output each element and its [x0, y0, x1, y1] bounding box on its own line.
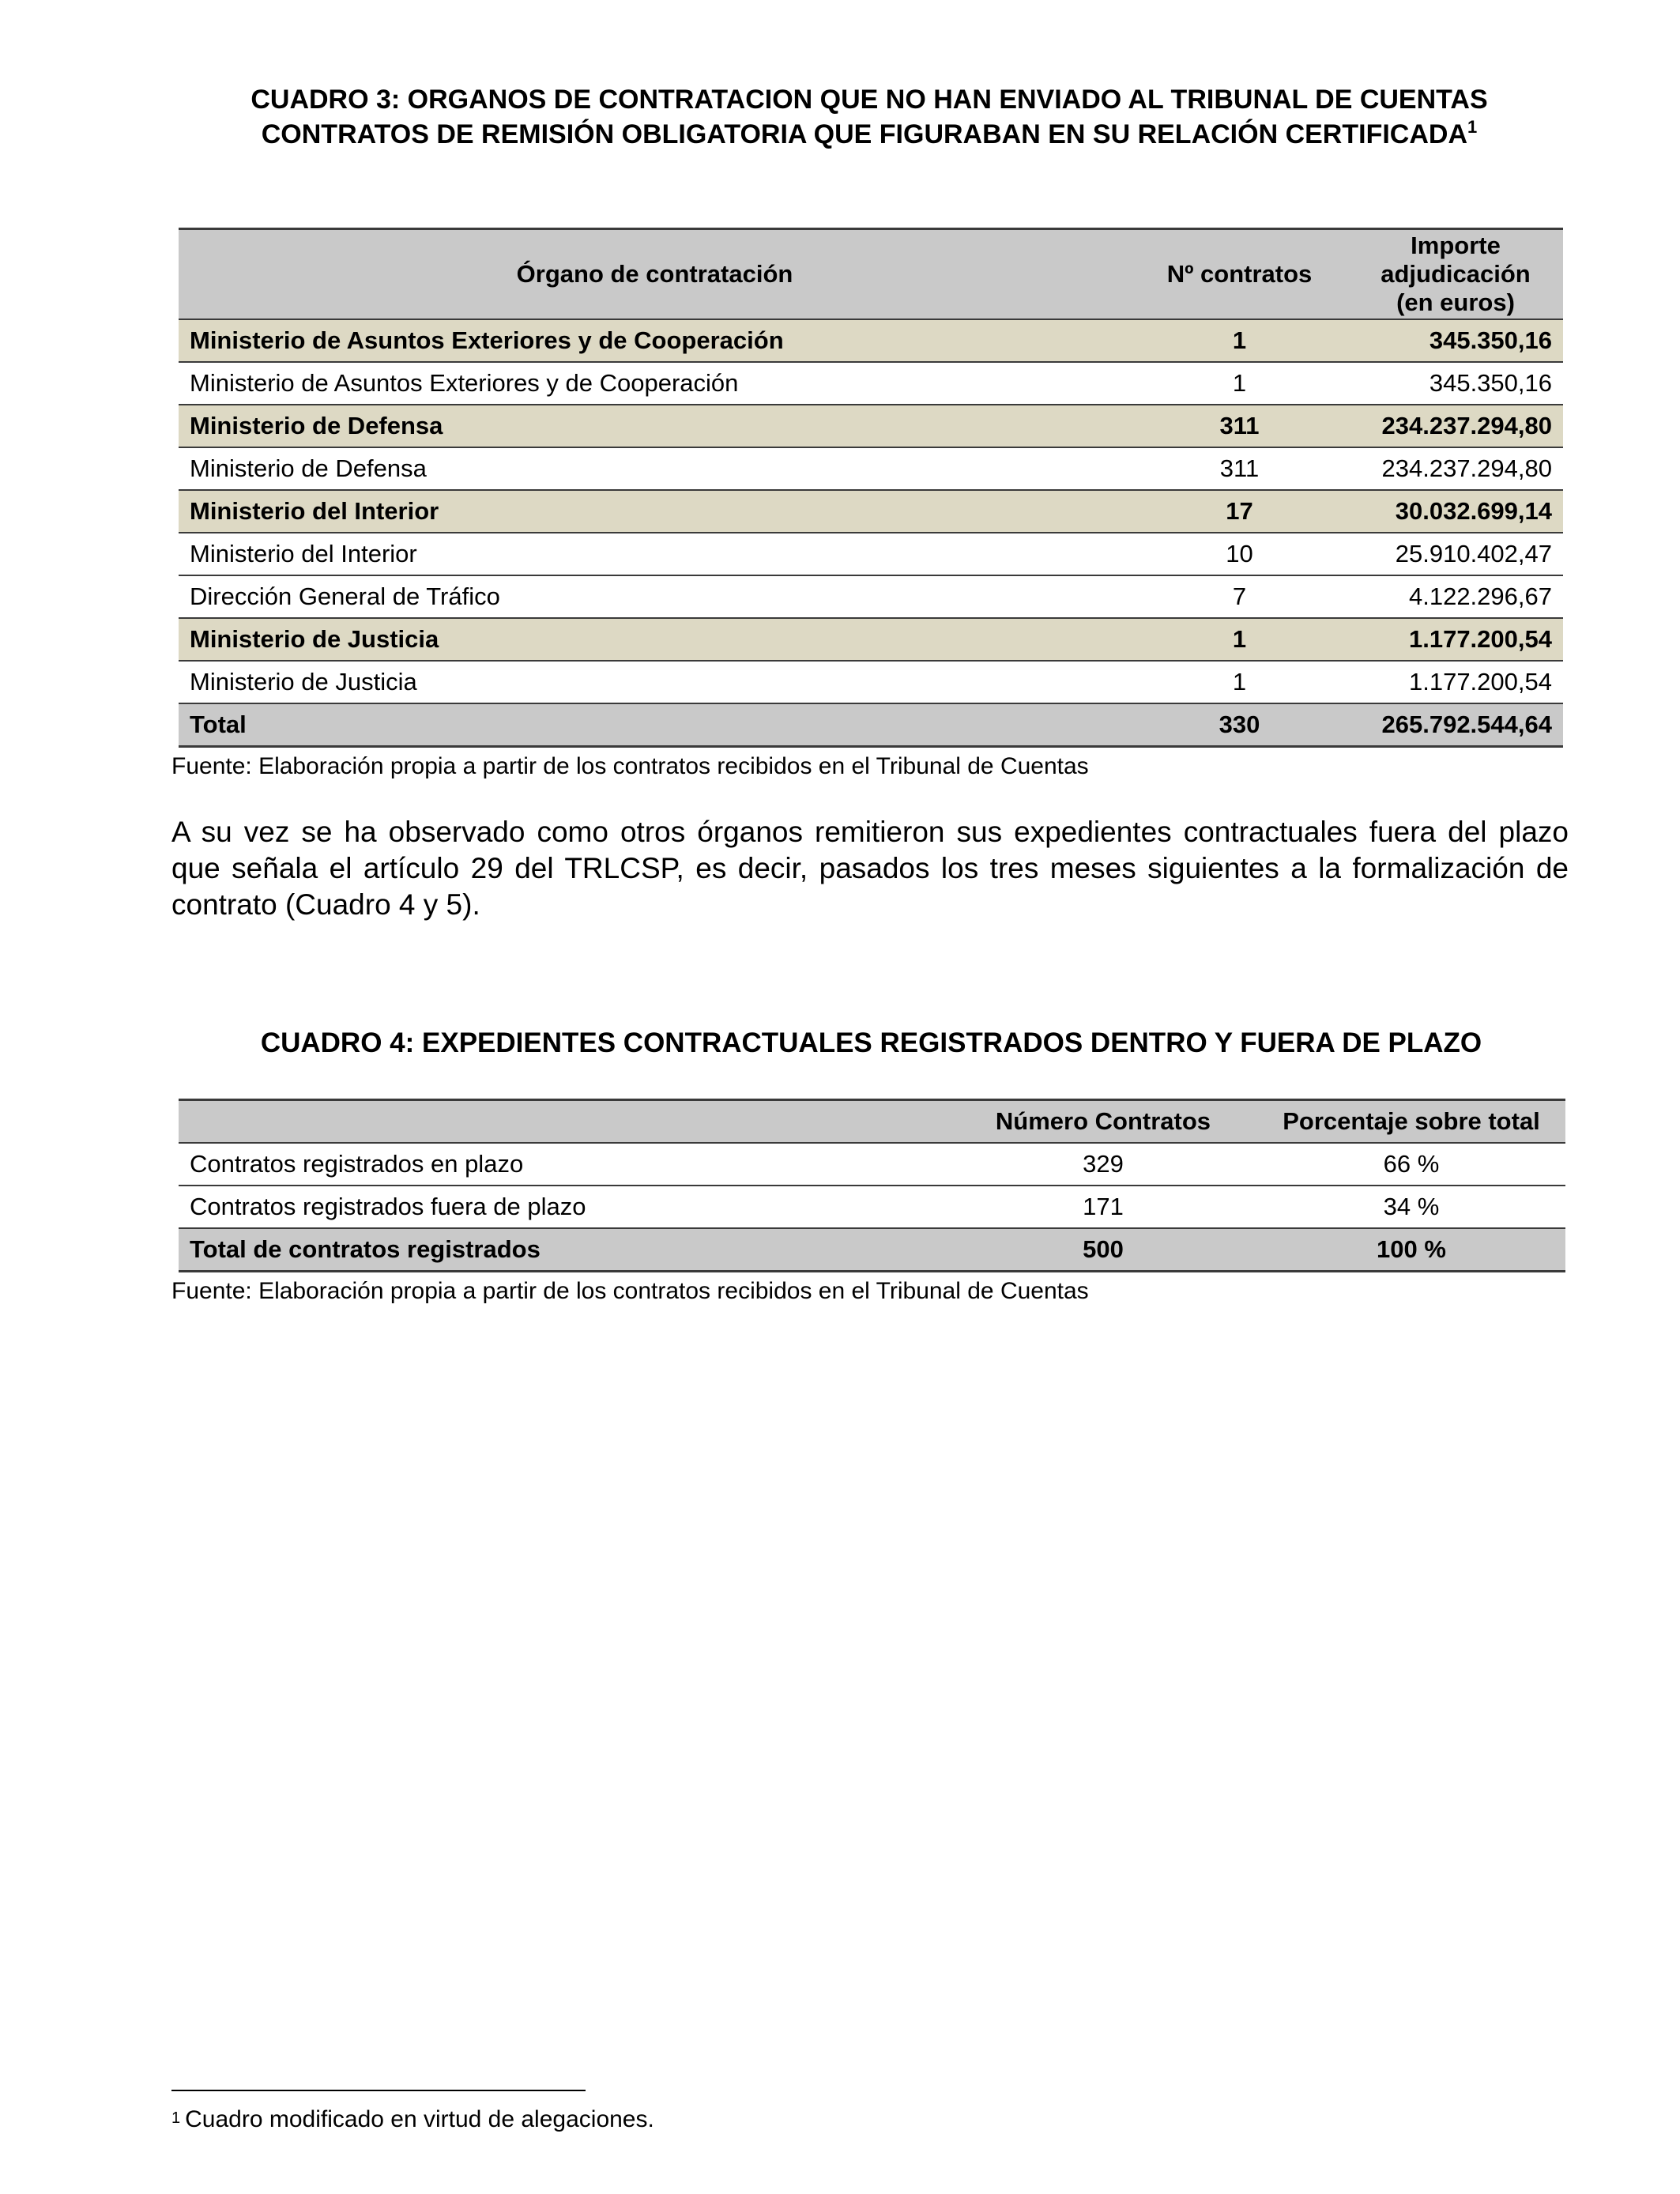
cell-organo: Ministerio de Defensa	[179, 405, 1131, 447]
cell-importe: 1.177.200,54	[1348, 661, 1563, 703]
table-row	[179, 533, 1563, 575]
cell-importe: 234.237.294,80	[1348, 447, 1563, 490]
footnote-separator	[171, 2090, 586, 2091]
cell-num: 330	[1131, 703, 1348, 747]
footnote	[171, 2105, 654, 2134]
footnote-mark: 1	[171, 2109, 181, 2127]
cuadro4-header-row	[179, 1100, 1565, 1144]
header-organo: Órgano de contratación	[179, 229, 1131, 320]
table-row	[179, 447, 1563, 490]
cell-organo: Ministerio del Interior	[179, 533, 1131, 575]
table-row	[179, 1186, 1565, 1228]
table-row	[179, 618, 1563, 661]
cuadro3-title-footnote-mark: 1	[1467, 117, 1478, 137]
cell-num: 500	[949, 1228, 1257, 1272]
table-row	[179, 362, 1563, 405]
cell-label: Total de contratos registrados	[179, 1228, 949, 1272]
cell-importe: 265.792.544,64	[1348, 703, 1563, 747]
cuadro3-source: Fuente: Elaboración propia a partir de los contratos recibidos en el Tribunal de Cuentas	[171, 753, 1089, 779]
cell-organo: Ministerio de Asuntos Exteriores y de Cooperación	[179, 362, 1131, 405]
cell-num: 171	[949, 1186, 1257, 1228]
cell-importe: 234.237.294,80	[1348, 405, 1563, 447]
table-row	[179, 1143, 1565, 1186]
cell-organo: Ministerio del Interior	[179, 490, 1131, 533]
cell-importe: 345.350,16	[1348, 362, 1563, 405]
cell-importe: 4.122.296,67	[1348, 575, 1563, 618]
cell-organo: Ministerio de Asuntos Exteriores y de Cooperación	[179, 319, 1131, 362]
cell-organo: Total	[179, 703, 1131, 747]
cuadro3-header-row	[179, 229, 1563, 320]
cell-num: 311	[1131, 405, 1348, 447]
cuadro4-title: CUADRO 4: EXPEDIENTES CONTRACTUALES REGISTRADOS DENTRO Y FUERA DE PLAZO	[260, 1027, 1482, 1058]
footnote-text: Cuadro modificado en virtud de alegaciones.	[185, 2106, 654, 2132]
cell-num: 1	[1131, 319, 1348, 362]
cell-num: 311	[1131, 447, 1348, 490]
cuadro4-source: Fuente: Elaboración propia a partir de los contratos recibidos en el Tribunal de Cuentas	[171, 1278, 1089, 1304]
table-row	[179, 575, 1563, 618]
cell-num: 329	[949, 1143, 1257, 1186]
cell-importe: 1.177.200,54	[1348, 618, 1563, 661]
cell-importe: 25.910.402,47	[1348, 533, 1563, 575]
cell-pct: 34 %	[1257, 1186, 1565, 1228]
total-row	[179, 703, 1563, 747]
body-paragraph: A su vez se ha observado como otros órganos remitieron sus expedientes contractuales fuera del plazo que señala el artículo 29 del TRLCSP, es decir, pasados los tres meses siguientes a la formalización de contrato (Cuadro 4 y 5).	[171, 816, 1569, 921]
table-row	[179, 319, 1563, 362]
header-importe-line2: adjudicación	[1381, 260, 1531, 288]
cuadro4-table	[179, 1099, 1565, 1272]
cell-num: 10	[1131, 533, 1348, 575]
table-row	[179, 405, 1563, 447]
cell-num: 7	[1131, 575, 1348, 618]
cell-organo: Ministerio de Justicia	[179, 618, 1131, 661]
cell-pct: 66 %	[1257, 1143, 1565, 1186]
table-row	[179, 490, 1563, 533]
header-importe-line1: Importe	[1411, 232, 1501, 259]
cuadro3-title-text: CUADRO 3: ORGANOS DE CONTRATACION QUE NO HAN ENVIADO AL TRIBUNAL DE CUENTAS CONTRATOS DE REMISIÓN OBLIGATORIA QUE FIGURABAN EN SU RELACIÓN CERTIFICADA	[250, 85, 1488, 149]
header-importe-line3: (en euros)	[1396, 288, 1515, 316]
cuadro3-title	[174, 82, 1565, 152]
cell-organo: Dirección General de Tráfico	[179, 575, 1131, 618]
cell-importe: 30.032.699,14	[1348, 490, 1563, 533]
cell-importe: 345.350,16	[1348, 319, 1563, 362]
cell-num: 1	[1131, 362, 1348, 405]
cell-num: 1	[1131, 618, 1348, 661]
total-row	[179, 1228, 1565, 1272]
cell-num: 17	[1131, 490, 1348, 533]
cell-pct: 100 %	[1257, 1228, 1565, 1272]
header-numero-contratos: Número Contratos	[949, 1100, 1257, 1144]
header-blank	[179, 1100, 949, 1144]
cell-label: Contratos registrados fuera de plazo	[179, 1186, 949, 1228]
header-num-contratos: Nº contratos	[1131, 229, 1348, 320]
cuadro3-table	[179, 228, 1563, 748]
header-importe	[1348, 229, 1563, 320]
cell-organo: Ministerio de Justicia	[179, 661, 1131, 703]
cell-label: Contratos registrados en plazo	[179, 1143, 949, 1186]
cell-num: 1	[1131, 661, 1348, 703]
header-porcentaje: Porcentaje sobre total	[1257, 1100, 1565, 1144]
table-row	[179, 661, 1563, 703]
cell-organo: Ministerio de Defensa	[179, 447, 1131, 490]
